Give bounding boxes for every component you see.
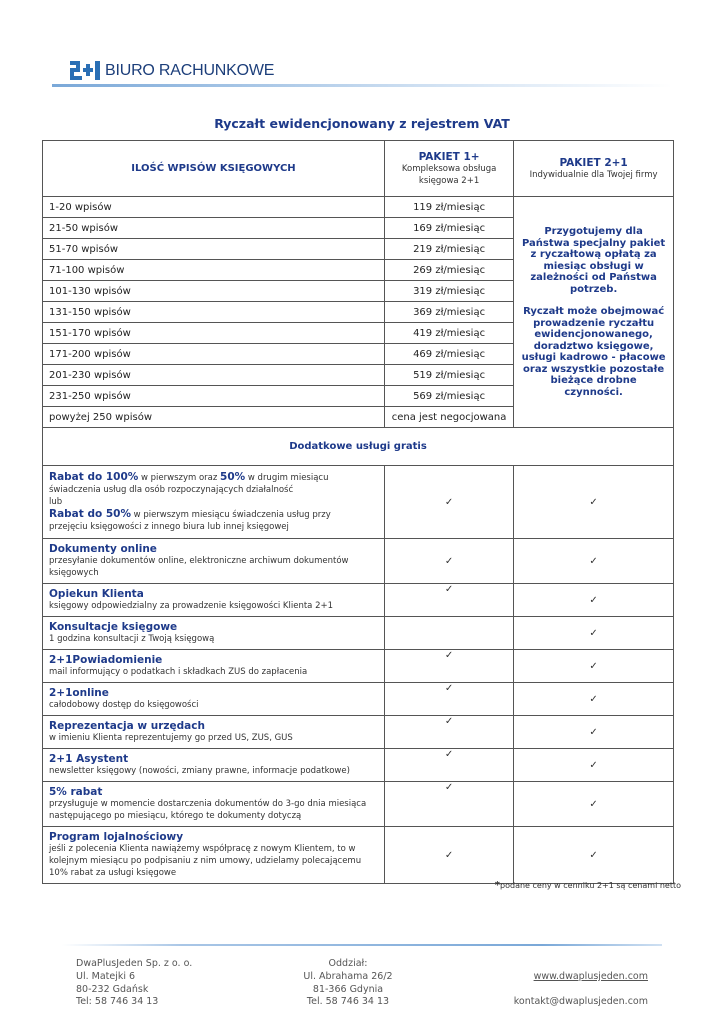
pricing-table: [42, 140, 674, 884]
check-icon: ✓: [384, 466, 513, 539]
package-1-price: 119 zł/miesiąc: [384, 197, 513, 218]
rabat-title-1: Rabat do 100%: [49, 471, 139, 483]
table-row: [43, 782, 674, 827]
check-icon: ✓: [384, 539, 513, 584]
table-row: [43, 466, 674, 539]
service-cell: [43, 584, 385, 617]
rabat-desc-2: w drugim miesiącu: [245, 473, 329, 483]
note-text: podane ceny w cenniku 2+1 są cenami netto: [500, 881, 681, 890]
footer-phone: Tel: 58 746 34 13: [76, 996, 159, 1008]
entries-range: 1-20 wpisów: [43, 197, 385, 218]
package-1-subtitle-1: Kompleksowa obsługa: [401, 163, 497, 174]
package-1-price: 519 zł/miesiąc: [384, 365, 513, 386]
footer-branch: [300, 958, 396, 1009]
check-icon: ✓: [514, 539, 674, 584]
package-2-subtitle: Indywidualnie dla Twojej firmy: [529, 169, 658, 180]
entries-range: 151-170 wpisów: [43, 323, 385, 344]
package-1-price: 319 zł/miesiąc: [384, 281, 513, 302]
service-description: przysługuje w momencie dostarczenia dokumentów do 3-go dnia miesiąca następującego po miesiącu, którego te dokumenty dotyczą: [49, 799, 367, 821]
service-title: 5% rabat: [49, 786, 103, 798]
table-row: [43, 650, 674, 683]
package-2-title: PAKIET 2+1: [559, 156, 628, 169]
package-1-price: 569 zł/miesiąc: [384, 386, 513, 407]
package-2-description: [514, 197, 674, 428]
table-row: [43, 584, 674, 617]
footer-city: 80-232 Gdańsk: [76, 983, 149, 995]
check-icon: ✓: [514, 650, 674, 683]
service-title: Reprezentacja w urzędach: [49, 720, 205, 732]
service-cell: [43, 749, 385, 782]
extras-header: Dodatkowe usługi gratis: [43, 428, 674, 466]
footer-branch-phone: Tel. 58 746 34 13: [306, 996, 390, 1008]
entries-range: 71-100 wpisów: [43, 260, 385, 281]
service-cell: [43, 827, 385, 884]
footer-branch-street: Ul. Abrahama 26/2: [303, 970, 393, 982]
service-cell: [43, 716, 385, 749]
rabat-title-2: 50%: [220, 471, 246, 483]
check-icon: ✓: [514, 466, 674, 539]
rabat-title-3: Rabat do 50%: [49, 508, 131, 520]
entries-range: 231-250 wpisów: [43, 386, 385, 407]
service-cell: [43, 650, 385, 683]
empty-cell: [384, 617, 513, 650]
service-title: Program lojalnościowy: [49, 831, 184, 843]
entries-range: 21-50 wpisów: [43, 218, 385, 239]
table-row: [43, 716, 674, 749]
table-row: [43, 197, 674, 218]
rabat-desc-1: w pierwszym oraz: [138, 473, 221, 483]
footer-branch-city: 81-366 Gdynia: [312, 983, 384, 995]
rabat-desc-3: świadczenia usług dla osób rozpoczynających działalność: [49, 485, 294, 495]
email-link[interactable]: kontakt@dwaplusjeden.com: [513, 996, 648, 1008]
logo-mark-icon: [70, 59, 102, 83]
footer-street: Ul. Matejki 6: [76, 970, 136, 982]
table-row: [43, 539, 674, 584]
entries-range: 131-150 wpisów: [43, 302, 385, 323]
service-cell: [43, 539, 385, 584]
footer-company: DwaPlusJeden Sp. z o. o.: [76, 958, 193, 969]
price-note: [495, 880, 681, 891]
table-row: [43, 827, 674, 884]
check-icon: ✓: [514, 827, 674, 884]
package-1-price: 419 zł/miesiąc: [384, 323, 513, 344]
service-title: Konsultacje księgowe: [49, 621, 178, 633]
entries-range: powyżej 250 wpisów: [43, 407, 385, 428]
service-description: mail informujący o podatkach i składkach ZUS do zapłacenia: [49, 667, 308, 677]
service-description: jeśli z polecenia Klienta nawiążemy współpracę z nowym Klientem, to w kolejnym miesiącu po podpisaniu z nim umowy, udzielamy polecającemu 10% rabat za usługi księgowe: [49, 844, 362, 878]
table-row: [43, 683, 674, 716]
check-icon: ✓: [514, 716, 674, 749]
check-icon: ✓: [384, 650, 513, 683]
package-1-price: 169 zł/miesiąc: [384, 218, 513, 239]
rabat-desc-5: przejęciu księgowości z innego biura lub innej księgowej: [49, 522, 289, 532]
entries-range: 101-130 wpisów: [43, 281, 385, 302]
package-2-text-1: Przygotujemy dla Państwa specjalny pakiet z ryczałtową opłatą za miesiąc obsługi w zależności od Państwa potrzeb.: [521, 226, 666, 295]
service-description: 1 godzina konsultacji z Twoją księgową: [49, 634, 215, 644]
service-title: 2+1Powiadomienie: [49, 654, 163, 666]
footer-branch-label: Oddział:: [328, 958, 368, 969]
check-icon: ✓: [514, 749, 674, 782]
footer-divider: [62, 944, 662, 946]
service-title: 2+1 Asystent: [49, 753, 129, 765]
service-title: 2+1online: [49, 687, 109, 699]
service-description: przesyłanie dokumentów online, elektroniczne archiwum dokumentów księgowych: [49, 556, 349, 578]
company-logo: [70, 58, 274, 84]
package-1-price: 369 zł/miesiąc: [384, 302, 513, 323]
service-description: w imieniu Klienta reprezentujemy go przed US, ZUS, GUS: [49, 733, 293, 743]
check-icon: ✓: [384, 683, 513, 716]
service-title: Dokumenty online: [49, 543, 157, 555]
rabat-or: lub: [49, 497, 63, 507]
package-1-price: cena jest negocjowana: [384, 407, 513, 428]
check-icon: ✓: [384, 782, 513, 827]
logo-text: BIURO RACHUNKOWE: [105, 62, 275, 79]
footer-contact: [514, 958, 648, 1009]
entries-range: 171-200 wpisów: [43, 344, 385, 365]
service-description: całodobowy dostęp do księgowości: [49, 700, 199, 710]
package-1-price: 269 zł/miesiąc: [384, 260, 513, 281]
table-row: [43, 617, 674, 650]
website-link[interactable]: www.dwaplusjeden.com: [533, 970, 648, 982]
table-row: [43, 749, 674, 782]
package-1-price: 469 zł/miesiąc: [384, 344, 513, 365]
rabat-desc-4: w pierwszym miesiącu świadczenia usług przy: [130, 510, 331, 520]
package-2-header: [514, 141, 674, 197]
check-icon: ✓: [384, 584, 513, 617]
package-2-text-2: Ryczałt może obejmować prowadzenie ryczałtu ewidencjonowanego, doradztwo księgowe, usługi kadrowo - płacowe oraz wszystkie pozostałe bieżące drobne czynności.: [521, 306, 666, 398]
header-divider: [52, 84, 672, 87]
note-asterisk: *: [494, 880, 501, 891]
service-cell: [43, 683, 385, 716]
check-icon: ✓: [384, 827, 513, 884]
service-rabat: [43, 466, 385, 539]
footer-head-office: [76, 958, 192, 1009]
service-description: newsletter księgowy (nowości, zmiany prawne, informacje podatkowe): [49, 766, 350, 776]
package-1-title: PAKIET 1+: [418, 150, 480, 163]
check-icon: ✓: [514, 617, 674, 650]
service-description: księgowy odpowiedzialny za prowadzenie księgowości Klienta 2+1: [49, 601, 334, 611]
service-title: Opiekun Klienta: [49, 588, 144, 600]
package-1-header: [384, 141, 513, 197]
entries-range: 201-230 wpisów: [43, 365, 385, 386]
page-title: Ryczałt ewidencjonowany z rejestrem VAT: [214, 116, 510, 131]
check-icon: ✓: [384, 716, 513, 749]
entries-range: 51-70 wpisów: [43, 239, 385, 260]
service-cell: [43, 782, 385, 827]
service-cell: [43, 617, 385, 650]
entries-column-header: ILOŚĆ WPISÓW KSIĘGOWYCH: [43, 141, 385, 197]
check-icon: ✓: [514, 683, 674, 716]
check-icon: ✓: [384, 749, 513, 782]
package-1-subtitle-2: księgowa 2+1: [418, 175, 480, 186]
check-icon: ✓: [514, 584, 674, 617]
package-1-price: 219 zł/miesiąc: [384, 239, 513, 260]
check-icon: ✓: [514, 782, 674, 827]
